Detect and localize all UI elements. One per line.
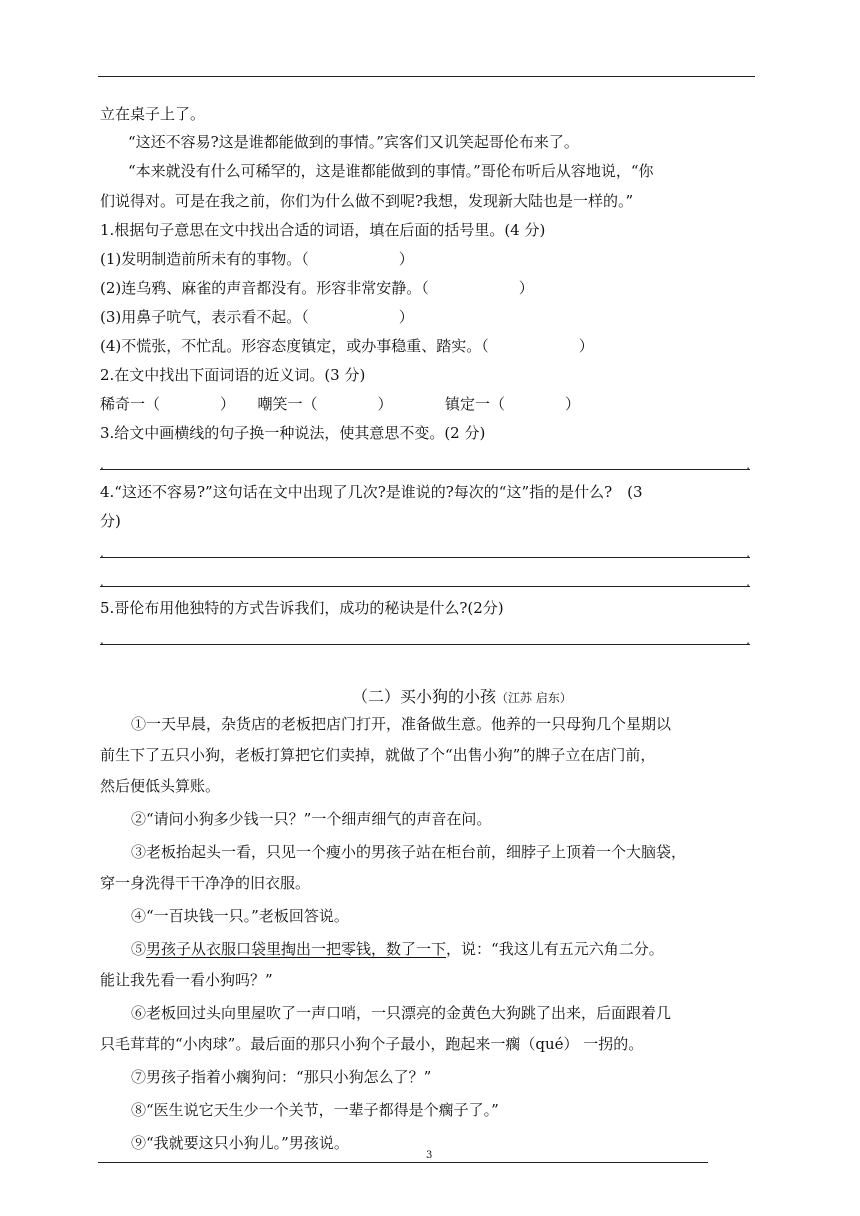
question-1-item-3: (3)用鼻子吭气，表示看不起。（ ） bbox=[100, 308, 414, 326]
paragraph-text: ，说：“我这儿有五元六角二分。 bbox=[446, 940, 664, 958]
question-3: 3.给文中画横线的句子换一种说法，使其意思不变。(2 分) bbox=[100, 424, 486, 442]
paragraph-line: ⑧“医生说它天生少一个关节，一辈子都得是个瘸子了。” bbox=[131, 1101, 499, 1119]
question-1-item-2: (2)连乌鸦、麻雀的声音都没有。形容非常安静。（ ） bbox=[100, 279, 534, 297]
answer-line-dot: . bbox=[100, 633, 104, 647]
question-2: 2.在文中找出下面词语的近义词。(3 分) bbox=[100, 366, 366, 384]
question-1-item-4: (4)不慌张，不忙乱。形容态度镇定，或办事稳重、踏实。（ ） bbox=[100, 337, 594, 355]
paragraph-line: 穿一身洗得干干净净的旧衣服。 bbox=[100, 874, 311, 892]
answer-line[interactable] bbox=[100, 572, 750, 587]
question-1-item-1: (1)发明制造前所未有的事物。（ ） bbox=[100, 250, 414, 268]
paragraph-line bbox=[131, 939, 664, 959]
question-5: 5.哥伦布用他独特的方式告诉我们，成功的秘诀是什么?(2分) bbox=[100, 599, 504, 617]
paragraph-line: ①一天早晨，杂货店的老板把店门打开，准备做生意。他养的一只母狗几个星期以 bbox=[131, 715, 672, 733]
text-line: “本来就没有什么可稀罕的，这是谁都能做到的事情。”哥伦布听后从容地说，“你 bbox=[128, 162, 654, 180]
paragraph-line: ⑦男孩子指着小瘸狗问：“那只小狗怎么了？” bbox=[131, 1068, 432, 1086]
paragraph-line: 能让我先看一看小狗吗？” bbox=[100, 971, 273, 989]
header-rule bbox=[98, 76, 755, 77]
paragraph-line: ⑨“我就要这只小狗儿。”男孩说。 bbox=[131, 1134, 349, 1152]
answer-line[interactable] bbox=[100, 630, 750, 645]
paragraph-line: 前生下了五只小狗，老板打算把它们卖掉，就做了个“出售小狗”的牌子立在店门前， bbox=[100, 746, 656, 764]
paragraph-line: ④“一百块钱一只。”老板回答说。 bbox=[131, 907, 349, 925]
answer-line-dot: . bbox=[746, 546, 750, 560]
paragraph-line: ②“请问小狗多少钱一只？”一个细声细气的声音在问。 bbox=[131, 810, 492, 828]
text-line: “这还不容易?这是谁都能做到的事情。”宾客们又讥笑起哥伦布来了。 bbox=[128, 133, 579, 151]
answer-line[interactable] bbox=[100, 543, 750, 558]
paragraph-line: 然后便低头算账。 bbox=[100, 777, 221, 795]
answer-line-dot: . bbox=[746, 575, 750, 589]
answer-line[interactable] bbox=[100, 455, 750, 470]
page-number: 3 bbox=[426, 1150, 433, 1161]
answer-line-dot: . bbox=[100, 458, 104, 472]
section-title-main: （二）买小狗的小孩 bbox=[352, 687, 497, 706]
answer-line-dot: . bbox=[746, 633, 750, 647]
text-line: 立在桌子上了。 bbox=[100, 105, 206, 123]
underlined-sentence: 男孩子从衣服口袋里掏出一把零钱，数了一下 bbox=[146, 940, 447, 958]
question-4: 4.“这还不容易?”这句话在文中出现了几次?是谁说的?每次的“这”指的是什么? (3 bbox=[100, 483, 643, 501]
paragraph-line: ⑥老板回过头向里屋吹了一声口哨，一只漂亮的金黄色大狗跳了出来，后面跟着几 bbox=[131, 1004, 672, 1022]
question-1: 1.根据句子意思在文中找出合适的词语，填在后面的括号里。(4 分) bbox=[100, 221, 546, 239]
section-title-source: （江苏 启东） bbox=[496, 691, 572, 705]
paragraph-number: ⑤ bbox=[131, 940, 147, 958]
paragraph-line: 只毛茸茸的“小肉球”。最后面的那只小狗个子最小，跑起来一瘸（qué） 一拐的。 bbox=[100, 1035, 644, 1053]
question-2-items: 稀奇一（ ） 嘲笑一（ ） 镇定一（ ） bbox=[100, 395, 581, 413]
question-4-cont: 分) bbox=[100, 512, 121, 530]
answer-line-dot: . bbox=[100, 546, 104, 560]
footer-rule bbox=[98, 1162, 708, 1163]
section-title bbox=[352, 684, 572, 707]
answer-line-dot: . bbox=[100, 575, 104, 589]
answer-line-dot: . bbox=[746, 458, 750, 472]
paragraph-line: ③老板抬起头一看，只见一个瘦小的男孩子站在柜台前，细脖子上顶着一个大脑袋， bbox=[131, 843, 687, 861]
text-line: 们说得对。可是在我之前，你们为什么做不到呢?我想，发现新大陆也是一样的。” bbox=[100, 192, 634, 210]
